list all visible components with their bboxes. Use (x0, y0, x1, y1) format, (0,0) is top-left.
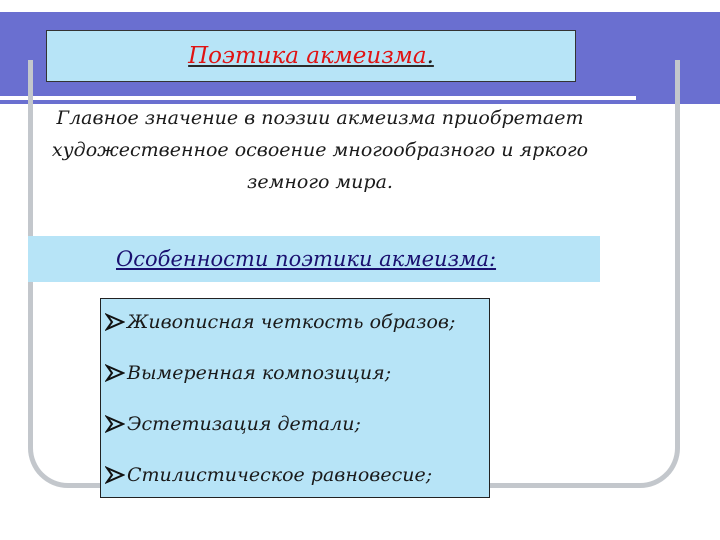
list-item (105, 362, 391, 384)
features-heading-band (28, 236, 600, 282)
features-heading (116, 247, 496, 271)
features-heading-colon: : (488, 247, 497, 271)
intro-paragraph (50, 102, 590, 198)
arrow-bullet-icon (105, 363, 125, 383)
list-item (105, 311, 455, 333)
list-item (105, 413, 361, 435)
slide-title-text: Поэтика акмеизма (188, 43, 427, 69)
list-item (105, 464, 432, 486)
features-heading-text: Особенности поэтики акмеизма (116, 247, 489, 271)
arrow-bullet-icon (105, 414, 125, 434)
slide-title (188, 43, 434, 69)
title-box (46, 30, 576, 82)
arrow-bullet-icon (105, 312, 125, 332)
arrow-bullet-icon (105, 465, 125, 485)
list-item-label: Эстетизация детали; (127, 413, 361, 435)
features-list (100, 298, 490, 498)
slide-title-dot: . (426, 43, 434, 69)
intro-line: Главное значение в поэзии акмеизма приобретает (56, 107, 584, 129)
intro-line: земного мира. (247, 171, 393, 193)
list-item-label: Живописная четкость образов; (127, 311, 456, 333)
list-item-label: Стилистическое равновесие; (127, 464, 433, 486)
intro-line: художественное освоение многообразного и яркого (51, 139, 589, 161)
list-item-label: Вымеренная композиция; (127, 362, 392, 384)
